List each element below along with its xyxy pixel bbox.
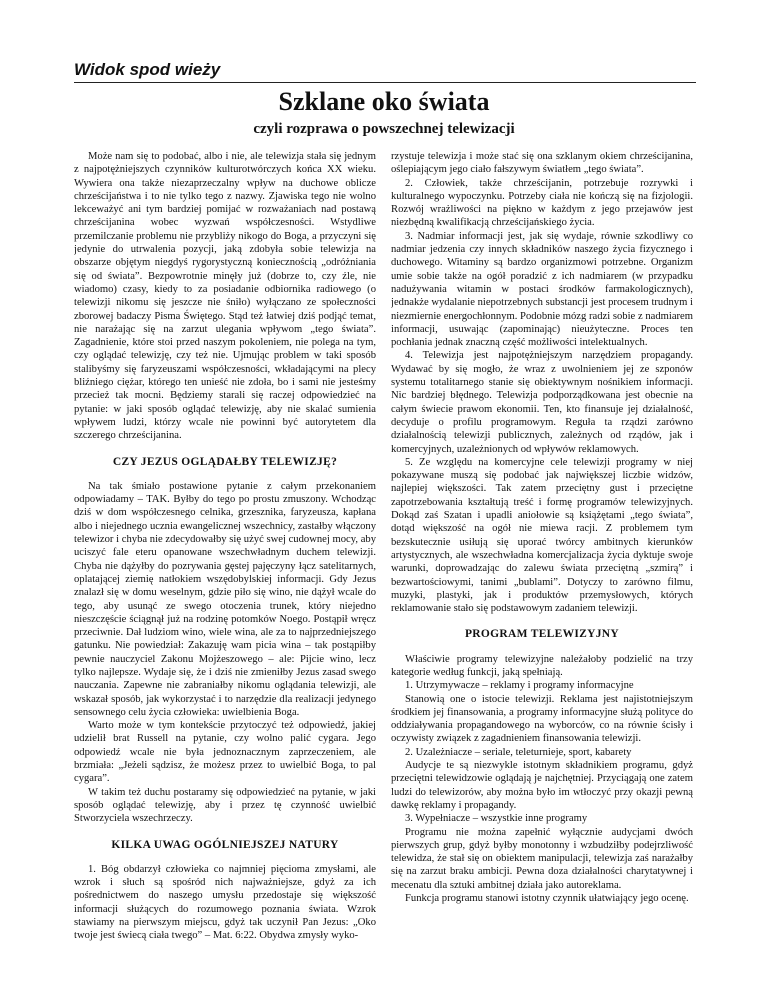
paragraph: 3. Wypełniacze – wszystkie inne programy — [405, 813, 588, 825]
paragraph: 4. Telewizja jest najpotężniejszym narzędziem propagandy. Wydawać by się mogło, że wraz z uwolnieniem jej ze szponów systemu totalitarnego stanie się obiektywnym nośnikiem informacji. Nic bardziej błędnego. Telewizja podporządkowana jest obecnie na całym świecie prawom ekonomii. Ten, kto finansuje jej działalność, decyduje o profilu programowym. Reguła ta rządzi zarówno działalnością telewizji publicznych, zależnych od rządów, jak i komercyjnych, uzależnionych od wpływów reklamowych. — [391, 350, 693, 455]
article-subtitle: czyli rozprawa o powszechnej telewizacji — [253, 121, 515, 137]
paragraph: 1. Utrzymywacze – reklamy i programy informacyjne — [405, 680, 634, 692]
paragraph: 2. Człowiek, także chrześcijanin, potrzebuje rozrywki i kulturalnego wypoczynku. Potrzeby ciała nie kończą się na fizjologii. Rozwój wrażliwości na piękno w każdym z jego przejawów jest niezbędną kwalifikacją chrześcijańskiego życia. — [391, 177, 693, 229]
paragraph: 5. Ze względu na komercyjne cele telewizji programy w niej pokazywane muszą się podobać jak największej liczbie widzów, najlepiej większości. Tak zatem przeciętny gust i przeciętne zapotrzebowania kształtują treść i formę programów telewizyjnych. Dokąd zaś Szatan i upadli aniołowie są książętami „tego świata”, dotąd większość na ogół nie miewa racji. Z problemem tym bezskutecznie usiłują się uporać twórcy ambitnych kierunków artystycznych, ale wszechwładna komercjalizacja życia dyktuje swoje warunki, doprowadzając do zalewu świata przeciętną „szmirą” i bezwartościowymi, tanimi „bublami”. Dotyczy to zarówno filmu, muzyki, plastyki, jak i produktów przemysłowych, których reklamowanie stało się podstawowym zadaniem telewizji. — [391, 456, 693, 615]
paragraph: Stanowią one o istocie telewizji. Reklama jest najistotniejszym środkiem jej finansowania, a programy informacyjne służą polityce do oddziaływania propagandowego na wyborców, co na równie ścisły i oczywisty związek z zagadnieniem finansowania telewizji. — [391, 693, 693, 745]
header-rule — [74, 82, 696, 83]
paragraph: Właściwie programy telewizyjne należałoby podzielić na trzy kategorie według funkcji, jaką spełniają. — [391, 653, 693, 678]
section-heading: KILKA UWAG OGÓLNIEJSZEJ NATURY — [111, 838, 339, 851]
paragraph: W takim też duchu postaramy się odpowiedzieć na pytanie, w jaki sposób oglądać telewizję, aby i przez tę czynność uwielbić Stworzyciela wszechrzeczy. — [74, 786, 376, 825]
section-heading: CZY JEZUS OGLĄDAŁBY TELEWIZJĘ? — [112, 455, 338, 468]
paragraph: 2. Uzależniacze – seriale, teleturnieje, sport, kabarety — [405, 746, 632, 758]
paragraph: Programu nie można zapełnić wyłącznie audycjami dwóch pierwszych grup, gdyż byłby monotonny i wzbudziłby podejrzliwość telewidza, że stał się on obiektem manipulacji, telewizja zaś narażałby się na zarzut braku ambicji. Pewna doza działalności charytatywnej i mecenatu dla sztuki ambitnej działa jako autoreklama. — [391, 826, 693, 891]
paragraph: Na tak śmiało postawione pytanie z całym przekonaniem odpowiadamy – TAK. Byłby do tego po prostu zmuszony. Wchodząc dziś w dom współczesnego celnika, grzesznika, faryzeusza, kapłana albo i niejednego ucznia ewangelicznej wszechnicy, zastałby włączony telewizor i chyba nie zdecydowałby się użyć swej cudownej mocy, aby uciszyć fale eteru opanowane wszechwładnym duchem telewizji. Chyba nie dążyłby do pozrywania gęstej pajęczyny łącz satelitarnych, oplatającej ziemię natłokiem wszędobylskiej informacji. Gdy Jezus znalazł się w domu weselnym, gdzie piło się wino, nie dążył wcale do tego, aby usunąć ze swego otoczenia trunek, który niejedno nieszczęście ściągnął już na rodzinę potomków Noego. Postąpił wręcz przeciwnie. Dał ludziom wino, wiele wina, ale za to najprzedniejszego gatunku. Nie powiedział: Zakazuję wam picia wina – tak postąpiłby pewnie nauczyciel Zakonu Mojżeszowego – ale: Pijcie wino, lecz tylko najlepsze. Wydaje się, że i dziś nie zmieniłby Jezus zasad swego nauczania. Zapewne nie zabraniałby nikomu oglądania telewizji, ale wskazał sposób, jak wykorzystać i to narzędzie dla realizacji jedynego sensownego celu życia człowieka: uwielbienia Boga. — [74, 480, 376, 718]
section-heading: PROGRAM TELEWIZYJNY — [464, 628, 620, 641]
paragraph: rzystuje telewizja i może stać się ona szklanym okiem chrześcijanina, oślepiającym jego ciało fałszywym światłem „tego świata”. — [391, 151, 693, 176]
right-column — [391, 150, 693, 980]
section-label: Widok spod wieży — [74, 60, 221, 79]
paragraph: Audycje te są niezwykle istotnym składnikiem programu, gdyż przeciętni telewidzowie oglądają je najchętniej. Przyciągają one zatem ludzi do telewizorów, aby można było im wtłoczyć przy okazji pewną dawkę reklamy i propagandy. — [391, 760, 693, 811]
article-title: Szklane oko świata — [278, 87, 490, 116]
paragraph: Może nam się to podobać, albo i nie, ale telewizja stała się jednym z najpotężniejszych czynników kulturotwórczych końca XX wieku. Wywiera ona także niezaprzeczalny wpływ na duchowe oblicze chrześcijaństwa i to nie tylko tego z nazwy. Zjawiska tego nie wolno lekceważyć ani tym bardziej pomijać w rozważaniach nad postawą chrześcijanina wobec wyzwań współczesności. Wstydliwe przemilczanie problemu nie przybliży nikogo do Boga, a przyczyni się jedynie do utrwalenia pozycji, jaką zdobyła sobie telewizja na obszarze objętym niegdyś rygorystyczną koniecznością „odróżniania się od świata”. Bezpowrotnie minęły już (dobrze to, czy źle, nie wiadomo) czasy, kiedy to za posiadanie odbiornika radiowego (o telewizji nikomu się jeszcze nie śniło) wyłączano ze społeczności zborowej badaczy Pisma Świętego. Stąd też łatwiej dziś podjąć temat, nie narażając się na zarzut ulegania wpływom „tego świata”. Zagadnienie, które stoi przed naszym pokoleniem, nie polega na tym, czy oglądać telewizję, czy też nie. Ujmując problem w taki sposób stalibyśmy się faryzeuszami współczesności, wkładającymi na plecy bliźniego ciężar, którego ten unieść nie zdoła, bo i sami nie jesteśmy przecież tak mocni. Będziemy starali się raczej odpowiedzieć na pytanie: w jaki sposób oglądać telewizję, aby nie skalać sumienia wpływem ludzi, którzy wcale nie powinni być autorytetem dla szczerego chrześcijanina. — [74, 151, 376, 442]
paragraph: Warto może w tym kontekście przytoczyć też odpowiedź, jakiej udzielił brat Russell na pytanie, czy wolno palić cygara. Jego odpowiedź wcale nie była jednoznacznym zaprzeczeniem, ale brzmiała: „Jeżeli sądzisz, że możesz przez to uwielbić Boga, to pal cygara”. — [74, 720, 376, 785]
paragraph: 3. Nadmiar informacji jest, jak się wydaje, równie szkodliwy co nadmiar jedzenia czy innych składników naszego życia fizycznego i duchowego. Witaminy są bardzo organizmowi potrzebne. Organizm umie sobie także na ogół poradzić z ich nadmiarem (w przypadku nadużywania witamin w postaci środków farmakologicznych), jednakże wydalanie niepotrzebnych substancji jest procesem trudnym i niezmiernie energochłonnym. Podobnie mózg radzi sobie z nadmiarem informacji, usuwając (zapominając) nieużyteczne. Proces ten pochłania jednak znaczną część możliwości intelektualnych. — [391, 230, 693, 349]
left-column — [74, 150, 376, 980]
paragraph: 1. Bóg obdarzył człowieka co najmniej pięcioma zmysłami, ale wzrok i słuch są spośród nich najważniejsze, gdyż za ich pośrednictwem do naszego umysłu przedostaje się większość informacji służących do rozumowego poznania świata. Wzrok stawiamy na pierwszym miejscu, gdyż tak uczynił Pan Jezus: „Oko twoje jest świecą ciała twego” – Mat. 6:22. Obydwa zmysły wyko- — [74, 863, 376, 942]
paragraph: Funkcja programu stanowi istotny czynnik ułatwiający jego ocenę. — [405, 893, 689, 905]
